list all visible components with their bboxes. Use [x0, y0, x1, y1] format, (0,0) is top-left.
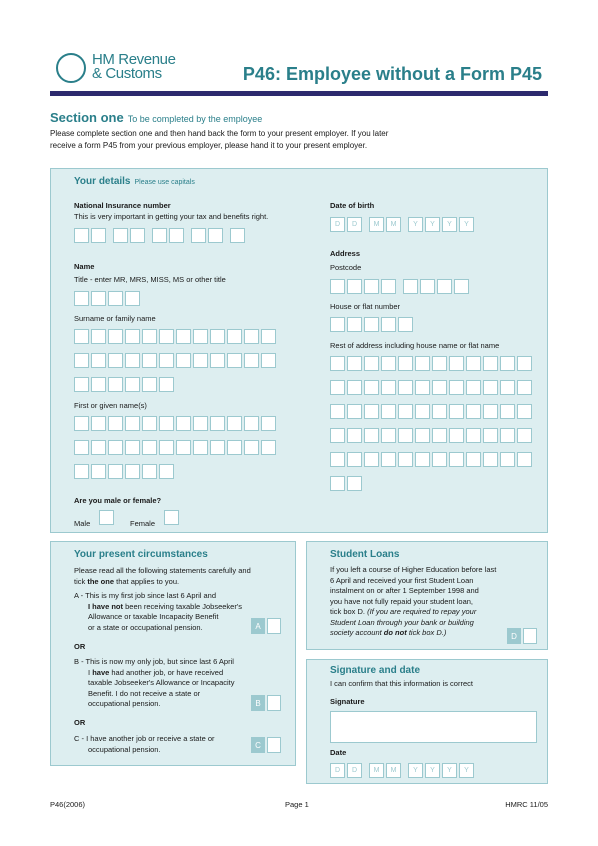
address-row-6[interactable] — [330, 476, 364, 491]
footer-revision: HMRC 11/05 — [505, 800, 548, 809]
signature-title: Signature and date — [330, 665, 421, 676]
address-row-1[interactable] — [330, 356, 534, 371]
title-help: Title - enter MR, MRS, MISS, MS or other title — [74, 275, 226, 284]
female-checkbox[interactable] — [164, 510, 181, 525]
option-c-checkbox[interactable]: C — [251, 737, 281, 753]
sex-question: Are you male or female? — [74, 496, 162, 505]
surname-row-2[interactable] — [74, 353, 278, 368]
circumstances-title: Your present circumstances — [74, 549, 208, 560]
dob-label: Date of birth — [330, 201, 375, 210]
name-label: Name — [74, 262, 95, 271]
surname-row-1[interactable] — [74, 329, 278, 344]
address-label: Address — [330, 249, 361, 258]
dob-input[interactable]: D D M M Y Y Y Y — [330, 217, 476, 232]
your-details-title: Your details Please use capitals — [74, 176, 195, 187]
postcode-input[interactable] — [330, 279, 471, 294]
circumstances-intro-line1: Please read all the following statements carefully and — [74, 566, 251, 575]
signature-confirm: I can confirm that this information is correct — [330, 679, 473, 688]
postcode-label: Postcode — [330, 263, 362, 272]
form-title: P46: Employee without a Form P45 — [242, 64, 542, 84]
footer-page-number: Page 1 — [285, 800, 309, 809]
ni-input[interactable] — [74, 228, 247, 243]
male-checkbox[interactable] — [99, 510, 116, 525]
ni-label: National Insurance number — [74, 201, 171, 210]
option-a-checkbox[interactable]: A — [251, 618, 281, 634]
option-b-checkbox[interactable]: B — [251, 695, 281, 711]
surname-row-3[interactable] — [74, 377, 176, 392]
your-details-subtitle: Please use capitals — [134, 179, 195, 186]
student-loans-text: If you left a course of Higher Education before last 6 April and received your first Student Loan instalment on or after 1 September 1998 and you have not fully repaid your student loan, tick box D. (If you are required to repay your Student Loan through your bank or building society account do not tick box D.) — [330, 565, 497, 637]
option-c-text: C - I have another job or receive a state or occupational pension. — [74, 734, 215, 754]
signature-input[interactable] — [330, 711, 537, 743]
section-intro: Please complete section one and then hand back the form to your present employer. If you later receive a form P45 from your previous employer, please hand it to your present employer. — [50, 129, 389, 150]
forename-row-2[interactable] — [74, 440, 278, 455]
option-a-text: A - This is my first job since last 6 April and I have not been receiving taxable Jobseeker's Allowance or taxable Incapacity Benefit or a state or occupational pension. — [74, 591, 243, 632]
header-rule — [50, 91, 548, 96]
crest-icon — [56, 53, 86, 83]
footer-form-code: P46(2006) — [50, 800, 86, 809]
address-row-5[interactable] — [330, 452, 534, 467]
address-row-4[interactable] — [330, 428, 534, 443]
ni-help: This is very important in getting your tax and benefits right. — [74, 212, 269, 221]
option-b-text: B - This is now my only job, but since last 6 April I have had another job, or have received taxable Jobseeker's Allowance or Incapacity Benefit. I do not receive a state or occupational pension. — [74, 657, 235, 708]
house-label: House or flat number — [330, 302, 401, 311]
house-input[interactable] — [330, 317, 415, 332]
date-input[interactable]: D D M M Y Y Y Y — [330, 763, 476, 778]
section-subtitle: To be completed by the employee — [127, 114, 263, 124]
org-name-line2: & Customs — [92, 65, 162, 82]
address-row-3[interactable] — [330, 404, 534, 419]
date-label: Date — [330, 748, 347, 757]
org-name-line1: HM Revenue — [92, 51, 176, 68]
address-row-2[interactable] — [330, 380, 534, 395]
or-2: OR — [74, 718, 86, 727]
or-1: OR — [74, 642, 86, 651]
signature-label: Signature — [330, 697, 365, 706]
section-title: Section one To be completed by the employee — [50, 110, 263, 125]
forename-row-3[interactable] — [74, 464, 176, 479]
student-loans-title: Student Loans — [330, 549, 400, 560]
female-label: Female — [130, 519, 156, 528]
option-d-checkbox[interactable]: D — [507, 628, 537, 644]
surname-label: Surname or family name — [74, 314, 156, 323]
circumstances-intro-line2: tick the one that applies to you. — [74, 577, 180, 586]
forename-row-1[interactable] — [74, 416, 278, 431]
rest-address-label: Rest of address including house name or flat name — [330, 341, 500, 350]
forename-label: First or given name(s) — [74, 401, 147, 410]
male-label: Male — [74, 519, 91, 528]
title-input[interactable] — [74, 291, 142, 306]
